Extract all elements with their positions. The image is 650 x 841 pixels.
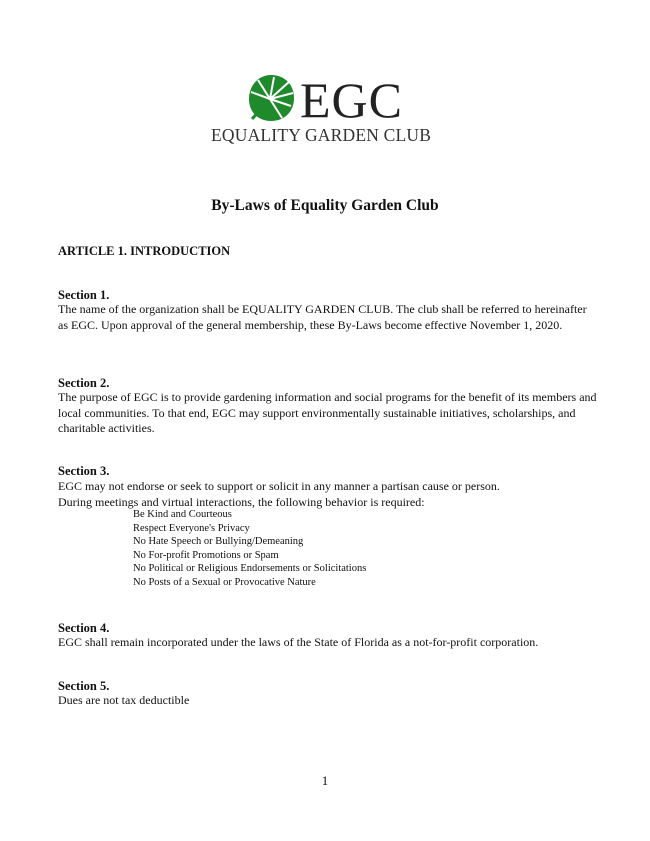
list-item: No For-profit Promotions or Spam [133, 549, 279, 561]
section5-text [58, 693, 598, 709]
section3-line2: During meetings and virtual interactions, the following behavior is required: [58, 494, 425, 509]
section4-paragraph: EGC shall remain incorporated under the laws of the State of Florida as a not-for-profit corporation. [58, 635, 539, 649]
section1-text [58, 302, 598, 333]
section2-label: Section 2. [58, 376, 110, 390]
list-item: No Posts of a Sexual or Provocative Nature [133, 576, 316, 588]
section2-text [58, 390, 598, 437]
section1-paragraph: The name of the organization shall be EQUALITY GARDEN CLUB. The club shall be referred to hereinafter as EGC. Upon approval of the general membership, these By-Laws become effective November 1, 2020. [58, 302, 587, 332]
article1-heading: ARTICLE 1. INTRODUCTION [58, 244, 231, 258]
document-title: By-Laws of Equality Garden Club [211, 197, 439, 214]
monstera-leaf-icon [246, 72, 296, 124]
page-number: 1 [321, 773, 329, 788]
section3-label: Section 3. [58, 464, 110, 478]
section1-label: Section 1. [58, 288, 110, 302]
section5-label: Section 5. [58, 679, 110, 693]
logo-subtitle: EQUALITY GARDEN CLUB [211, 125, 432, 145]
behavior-rules-list [133, 508, 366, 590]
list-item: Be Kind and Courteous [133, 509, 232, 520]
section4-text [58, 635, 598, 651]
list-item: No Hate Speech or Bullying/Demeaning [133, 536, 304, 548]
section4-label: Section 4. [58, 621, 110, 635]
club-logo [200, 70, 460, 150]
section5-paragraph: Dues are not tax deductible [58, 693, 190, 707]
list-item: No Political or Religious Endorsements or Solicitations [133, 563, 367, 575]
section2-paragraph: The purpose of EGC is to provide gardening information and social programs for the benefit of its members and local communities. To that end, EGC may support environmentally sustainable initiatives, scholarships, and charitable activities. [58, 390, 597, 436]
section3-text [58, 479, 598, 510]
logo-mark-text: EGC [300, 72, 403, 128]
list-item: Respect Everyone's Privacy [133, 522, 250, 534]
section3-line1: EGC may not endorse or seek to support or solicit in any manner a partisan cause or person. [58, 479, 500, 493]
